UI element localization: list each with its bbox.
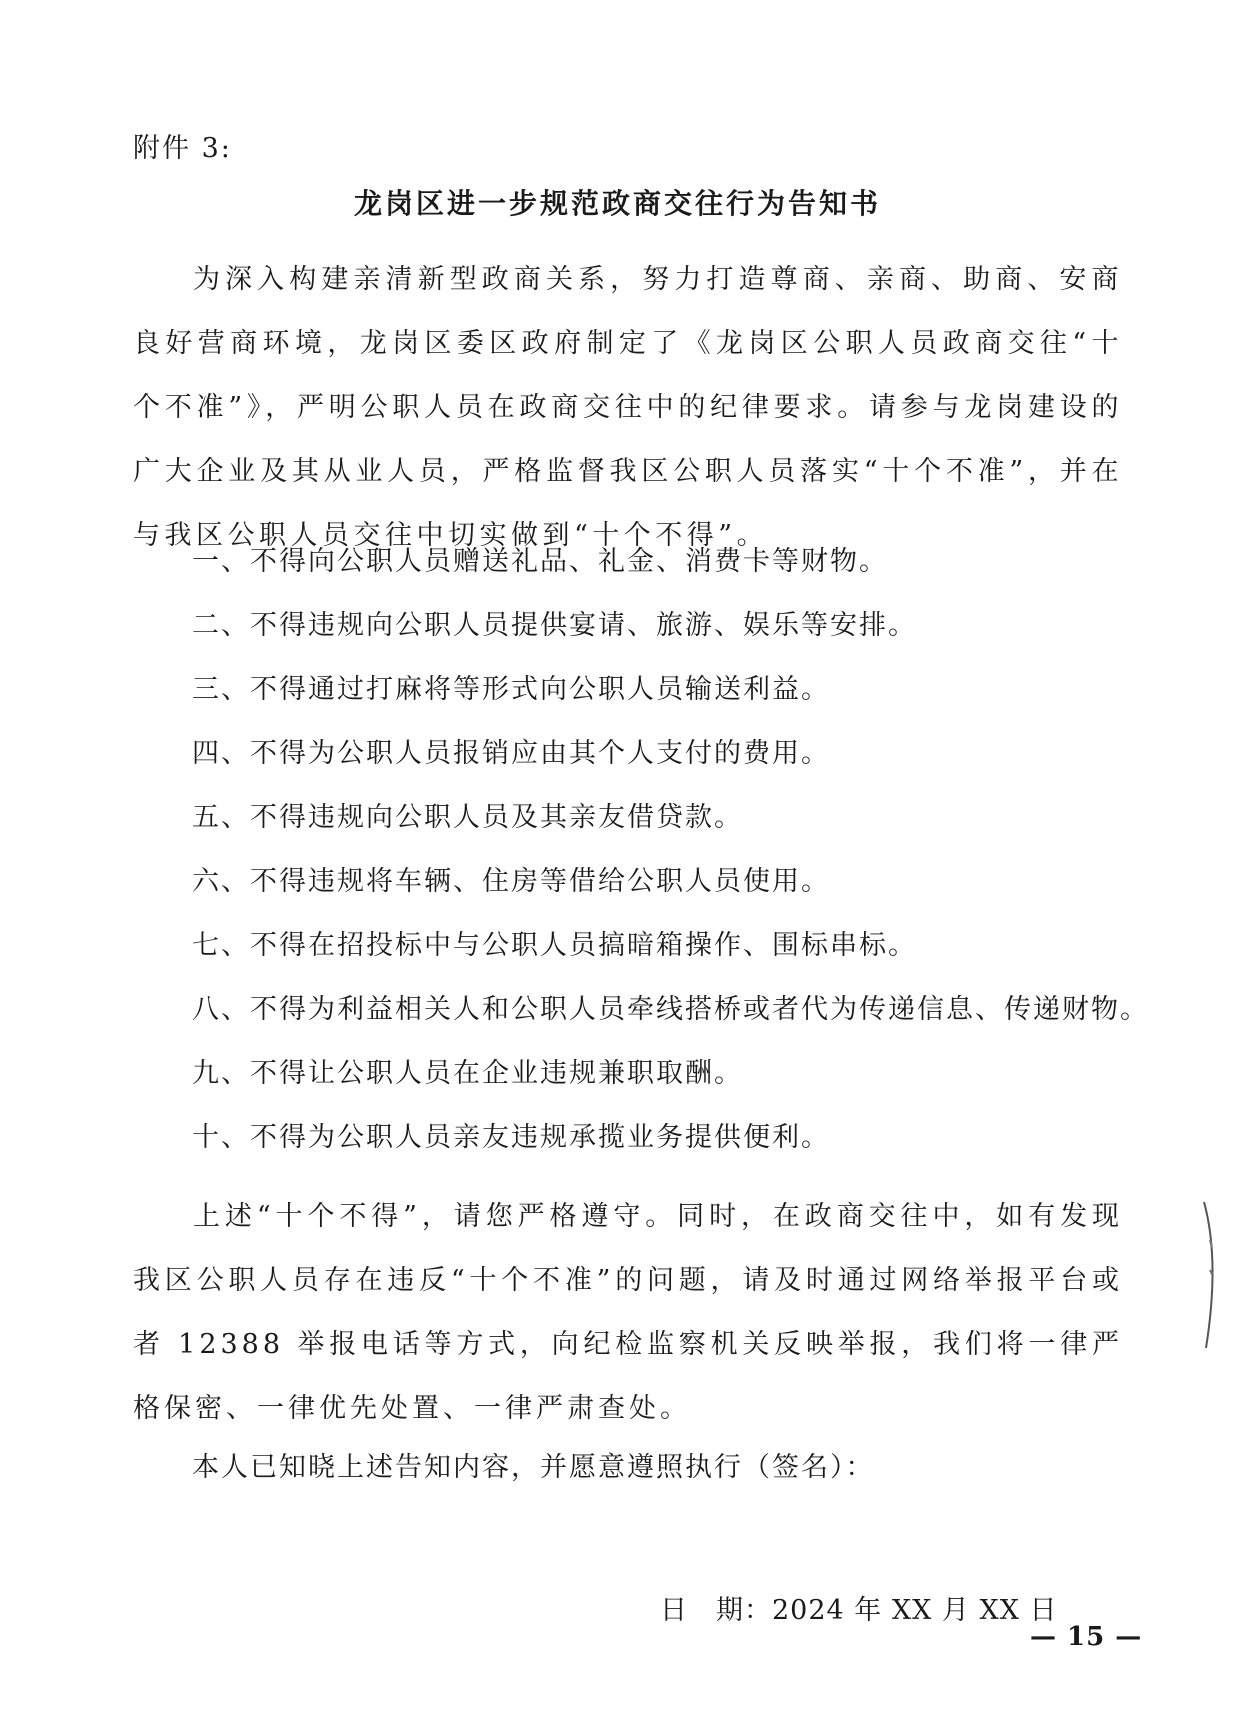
rule-item: 七、不得在招投标中与公职人员搞暗箱操作、围标串标。 xyxy=(192,930,917,961)
attachment-label: 附件 3: xyxy=(133,133,232,164)
rule-item: 一、不得向公职人员赠送礼品、礼金、消费卡等财物。 xyxy=(192,546,888,577)
rule-item: 十、不得为公职人员亲友违规承揽业务提供便利。 xyxy=(192,1122,830,1153)
rules-list xyxy=(192,530,1152,1170)
rule-item: 三、不得通过打麻将等形式向公职人员输送利益。 xyxy=(192,674,830,705)
rule-item: 五、不得违规向公职人员及其亲友借贷款。 xyxy=(192,802,743,833)
page-number: — 15 — xyxy=(1030,1622,1143,1652)
rule-item: 八、不得为利益相关人和公职人员牵线搭桥或者代为传递信息、传递财物。 xyxy=(192,994,1149,1025)
rule-item: 九、不得让公职人员在企业违规兼职取酬。 xyxy=(192,1058,743,1089)
rule-item: 四、不得为公职人员报销应由其个人支付的费用。 xyxy=(192,738,830,769)
date-line: 日 期：2024 年 XX 月 XX 日 xyxy=(660,1595,1058,1626)
document-title: 龙岗区进一步规范政商交往行为告知书 xyxy=(353,187,881,220)
rule-item: 六、不得违规将车辆、住房等借给公职人员使用。 xyxy=(192,866,830,897)
intro-paragraph: 为深入构建亲清新型政商关系，努力打造尊商、亲商、助商、安商良好营商环境，龙岗区委区政府制定了《龙岗区公职人员政商交往“十个不准”》，严明公职人员在政商交往中的纪律要求。请参与龙岗建设的广大企业及其从业人员，严格监督我区公职人员落实“十个不准”，并在与我区公职人员交往中切实做到“十个不得”。 xyxy=(133,264,1123,551)
acknowledgement-line: 本人已知晓上述告知内容，并愿意遵照执行（签名）： xyxy=(192,1452,875,1483)
binding-edge-mark xyxy=(1200,1200,1224,1350)
closing-paragraph: 上述“十个不得”，请您严格遵守。同时，在政商交往中，如有发现我区公职人员存在违反“十个不准”的问题，请及时通过网络举报平台或者 12388 举报电话等方式，向纪检监察机关反映举报，我们将一律严格保密、一律优先处置、一律严肃查处。 xyxy=(133,1201,1123,1424)
rule-item: 二、不得违规向公职人员提供宴请、旅游、娱乐等安排。 xyxy=(192,610,917,641)
